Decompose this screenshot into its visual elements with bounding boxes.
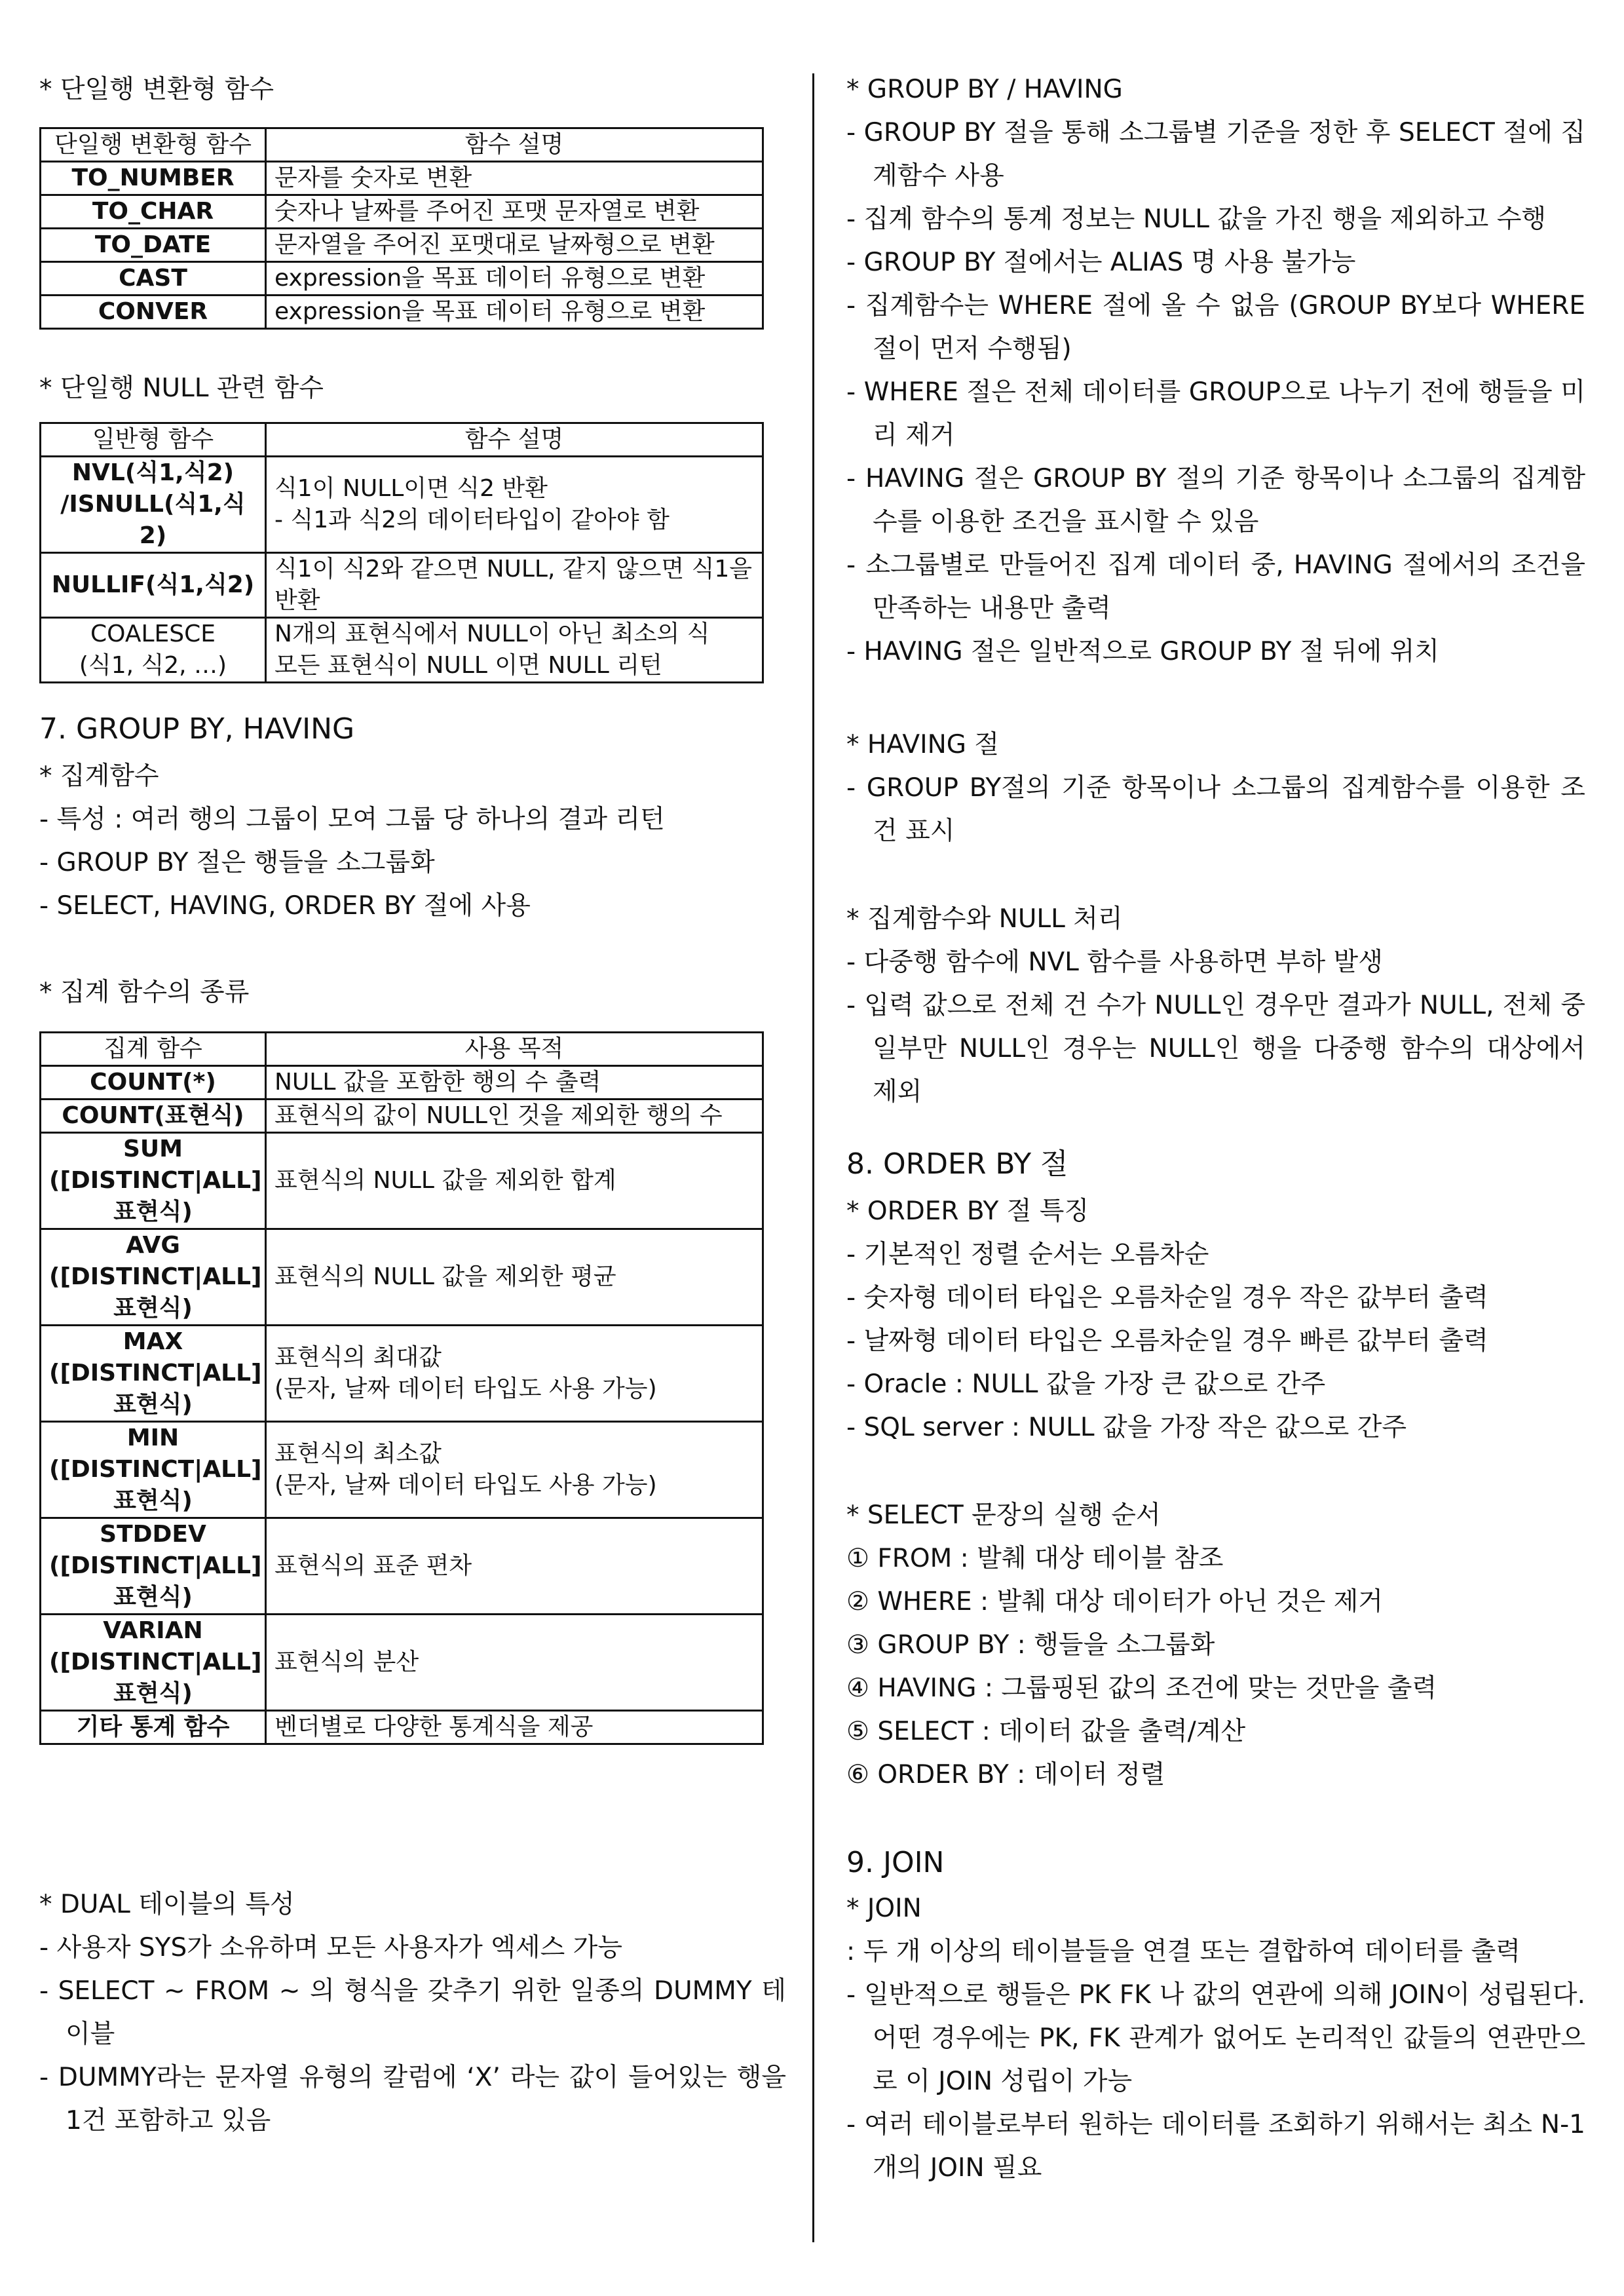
function-name: CAST: [41, 262, 266, 296]
table-header-row: [41, 128, 763, 162]
table-row: [41, 1711, 763, 1744]
aggregate-null-list: [846, 941, 1585, 1114]
list-item: - SQL server : NULL 값을 가장 작은 값으로 간주: [846, 1406, 1585, 1449]
table-row: [41, 618, 763, 683]
table-row: [41, 1066, 763, 1100]
function-name: MAX ([DISTINCT|ALL] 표현식): [41, 1326, 266, 1422]
list-item: - Oracle : NULL 값을 가장 큰 값으로 간주: [846, 1363, 1585, 1406]
list-item: - 사용자 SYS가 소유하며 모든 사용자가 엑세스 가능: [39, 1926, 786, 1970]
function-name: 기타 통계 함수: [41, 1711, 266, 1744]
dual-table-list: [39, 1926, 786, 2143]
aggregate-functions-heading: * 집계함수: [39, 761, 159, 791]
list-item: ② WHERE : 발췌 대상 데이터가 아닌 것은 제거: [846, 1587, 1383, 1617]
function-description: 표현식의 분산: [266, 1615, 763, 1711]
null-functions-table: [39, 422, 764, 683]
section-9-title: 9. JOIN: [846, 1846, 945, 1879]
list-item: - 집계함수는 WHERE 절에 올 수 없음 (GROUP BY보다 WHERE절이 먼저 수행됨): [846, 284, 1585, 371]
list-item: - WHERE 절은 전체 데이터를 GROUP으로 나누기 전에 행들을 미리 제거: [846, 371, 1585, 457]
table-row: [41, 1133, 763, 1229]
function-description: 벤더별로 다양한 통계식을 제공: [266, 1711, 763, 1744]
table-row: [41, 229, 763, 262]
list-item: - GROUP BY 절은 행들을 소그룹화: [39, 841, 786, 885]
function-name: SUM ([DISTINCT|ALL] 표현식): [41, 1133, 266, 1229]
list-item: - 숫자형 데이터 타입은 오름차순일 경우 작은 값부터 출력: [846, 1276, 1585, 1320]
list-item: - HAVING 절은 일반적으로 GROUP BY 절 뒤에 위치: [846, 630, 1585, 674]
function-description: 숫자나 날짜를 주어진 포맷 문자열로 변환: [266, 195, 763, 229]
function-description: expression을 목표 데이터 유형으로 변환: [266, 262, 763, 296]
group-by-having-heading: * GROUP BY / HAVING: [846, 75, 1123, 104]
function-description: 표현식의 NULL 값을 제외한 합계: [266, 1133, 763, 1229]
having-clause-heading: * HAVING 절: [846, 730, 1000, 759]
aggregate-functions-table: [39, 1031, 764, 1745]
execution-order-heading: * SELECT 문장의 실행 순서: [846, 1501, 1161, 1530]
table-header-cell: 단일행 변환형 함수: [41, 128, 266, 162]
list-item: ⑤ SELECT : 데이터 값을 출력/계산: [846, 1717, 1246, 1746]
table-row: [41, 296, 763, 329]
function-name: COUNT(*): [41, 1066, 266, 1100]
list-item: - 여러 테이블로부터 원하는 데이터를 조회하기 위해서는 최소 N-1 개의 JOIN 필요: [846, 2103, 1585, 2190]
function-description: 식1이 NULL이면 식2 반환 - 식1과 식2의 데이터타입이 같아야 함: [266, 457, 763, 553]
conversion-functions-table: [39, 127, 764, 330]
group-by-having-list: [846, 111, 1585, 674]
execution-order-list: [846, 1537, 1585, 1797]
having-clause-list: [846, 767, 1585, 853]
table-row: [41, 162, 763, 195]
function-description: 문자열을 주어진 포맷대로 날짜형으로 변환: [266, 229, 763, 262]
table-header-cell: 함수 설명: [266, 423, 763, 457]
table-row: [41, 1518, 763, 1615]
section-7-title: 7. GROUP BY, HAVING: [39, 712, 355, 746]
function-name: AVG ([DISTINCT|ALL] 표현식): [41, 1229, 266, 1326]
function-name: TO_NUMBER: [41, 162, 266, 195]
list-item: ① FROM : 발췌 대상 테이블 참조: [846, 1544, 1224, 1573]
table-row: [41, 1326, 763, 1422]
table-row: [41, 195, 763, 229]
function-description: 표현식의 NULL 값을 제외한 평균: [266, 1229, 763, 1326]
function-description: expression을 목표 데이터 유형으로 변환: [266, 296, 763, 329]
list-item: - 다중행 함수에 NVL 함수를 사용하면 부하 발생: [846, 941, 1585, 984]
list-item: - 특성 : 여러 행의 그룹이 모여 그룹 당 하나의 결과 리턴: [39, 798, 786, 841]
list-item: - GROUP BY 절에서는 ALIAS 명 사용 불가능: [846, 241, 1585, 284]
list-item: - HAVING 절은 GROUP BY 절의 기준 항목이나 소그룹의 집계함수를 이용한 조건을 표시할 수 있음: [846, 457, 1585, 544]
list-item: - 기본적인 정렬 순서는 오름차순: [846, 1233, 1585, 1276]
function-name: NULLIF(식1,식2): [41, 553, 266, 618]
function-name: COALESCE (식1, 식2, …): [41, 618, 266, 683]
function-description: 표현식의 최대값 (문자, 날짜 데이터 타입도 사용 가능): [266, 1326, 763, 1422]
list-item: - 집계 함수의 통계 정보는 NULL 값을 가진 행을 제외하고 수행: [846, 198, 1585, 241]
conversion-functions-heading: * 단일행 변환형 함수: [39, 75, 274, 104]
aggregate-functions-list: [39, 798, 786, 928]
list-item: - 입력 값으로 전체 건 수가 NULL인 경우만 결과가 NULL, 전체 중 일부만 NULL인 경우는 NULL인 행을 다중행 함수의 대상에서 제외: [846, 984, 1585, 1114]
function-name: TO_DATE: [41, 229, 266, 262]
table-header-row: [41, 423, 763, 457]
list-item: ⑥ ORDER BY : 데이터 정렬: [846, 1760, 1165, 1789]
list-item: - GROUP BY 절을 통해 소그룹별 기준을 정한 후 SELECT 절에 집계함수 사용: [846, 111, 1585, 198]
function-name: STDDEV ([DISTINCT|ALL] 표현식): [41, 1518, 266, 1615]
list-item: - SELECT ~ FROM ~ 의 형식을 갖추기 위한 일종의 DUMMY 테이블: [39, 1970, 786, 2056]
null-functions-heading: * 단일행 NULL 관련 함수: [39, 373, 324, 403]
function-description: 표현식의 값이 NULL인 것을 제외한 행의 수: [266, 1100, 763, 1133]
aggregate-null-heading: * 집계함수와 NULL 처리: [846, 904, 1123, 934]
table-header-row: [41, 1033, 763, 1066]
list-item: ③ GROUP BY : 행들을 소그룹화: [846, 1630, 1215, 1660]
join-definition: : 두 개 이상의 테이블들을 연결 또는 결합하여 데이터를 출력: [846, 1937, 1520, 1966]
aggregate-kinds-heading: * 집계 함수의 종류: [39, 978, 250, 1007]
table-header-cell: 일반형 함수: [41, 423, 266, 457]
dual-table-heading: * DUAL 테이블의 특성: [39, 1890, 295, 1919]
function-description: N개의 표현식에서 NULL이 아닌 최소의 식 모든 표현식이 NULL 이면 NULL 리턴: [266, 618, 763, 683]
list-item: - DUMMY라는 문자열 유형의 칼럼에 ‘X’ 라는 값이 들어있는 행을 1건 포함하고 있음: [39, 2056, 786, 2143]
table-row: [41, 1422, 763, 1518]
table-row: [41, 1615, 763, 1711]
function-name: MIN ([DISTINCT|ALL] 표현식): [41, 1422, 266, 1518]
function-description: 문자를 숫자로 변환: [266, 162, 763, 195]
table-header-cell: 함수 설명: [266, 128, 763, 162]
function-name: CONVER: [41, 296, 266, 329]
list-item: - 일반적으로 행들은 PK FK 나 값의 연관에 의해 JOIN이 성립된다. 어떤 경우에는 PK, FK 관계가 없어도 논리적인 값들의 연관만으로 이 JOIN 성립이 가능: [846, 1974, 1585, 2103]
table-row: [41, 457, 763, 553]
function-description: 표현식의 최소값 (문자, 날짜 데이터 타입도 사용 가능): [266, 1422, 763, 1518]
list-item: ④ HAVING : 그룹핑된 값의 조건에 맞는 것만을 출력: [846, 1674, 1437, 1703]
list-item: - 날짜형 데이터 타입은 오름차순일 경우 빠른 값부터 출력: [846, 1320, 1585, 1363]
table-row: [41, 1229, 763, 1326]
function-name: COUNT(표현식): [41, 1100, 266, 1133]
column-divider: [812, 73, 814, 2242]
table-row: [41, 1100, 763, 1133]
order-by-features-heading: * ORDER BY 절 특징: [846, 1196, 1089, 1226]
table-header-cell: 사용 목적: [266, 1033, 763, 1066]
function-name: NVL(식1,식2) /ISNULL(식1,식2): [41, 457, 266, 553]
join-heading: * JOIN: [846, 1894, 922, 1923]
table-row: [41, 262, 763, 296]
table-row: [41, 553, 763, 618]
function-name: VARIAN ([DISTINCT|ALL] 표현식): [41, 1615, 266, 1711]
list-item: - SELECT, HAVING, ORDER BY 절에 사용: [39, 885, 786, 928]
section-8-title: 8. ORDER BY 절: [846, 1147, 1068, 1181]
function-description: 표현식의 표준 편차: [266, 1518, 763, 1615]
order-by-features-list: [846, 1233, 1585, 1449]
function-description: NULL 값을 포함한 행의 수 출력: [266, 1066, 763, 1100]
join-list: [846, 1974, 1585, 2190]
list-item: - GROUP BY절의 기준 항목이나 소그룹의 집계함수를 이용한 조건 표시: [846, 767, 1585, 853]
list-item: - 소그룹별로 만들어진 집계 데이터 중, HAVING 절에서의 조건을 만족하는 내용만 출력: [846, 544, 1585, 630]
function-description: 식1이 식2와 같으면 NULL, 같지 않으면 식1을 반환: [266, 553, 763, 618]
function-name: TO_CHAR: [41, 195, 266, 229]
table-header-cell: 집계 함수: [41, 1033, 266, 1066]
